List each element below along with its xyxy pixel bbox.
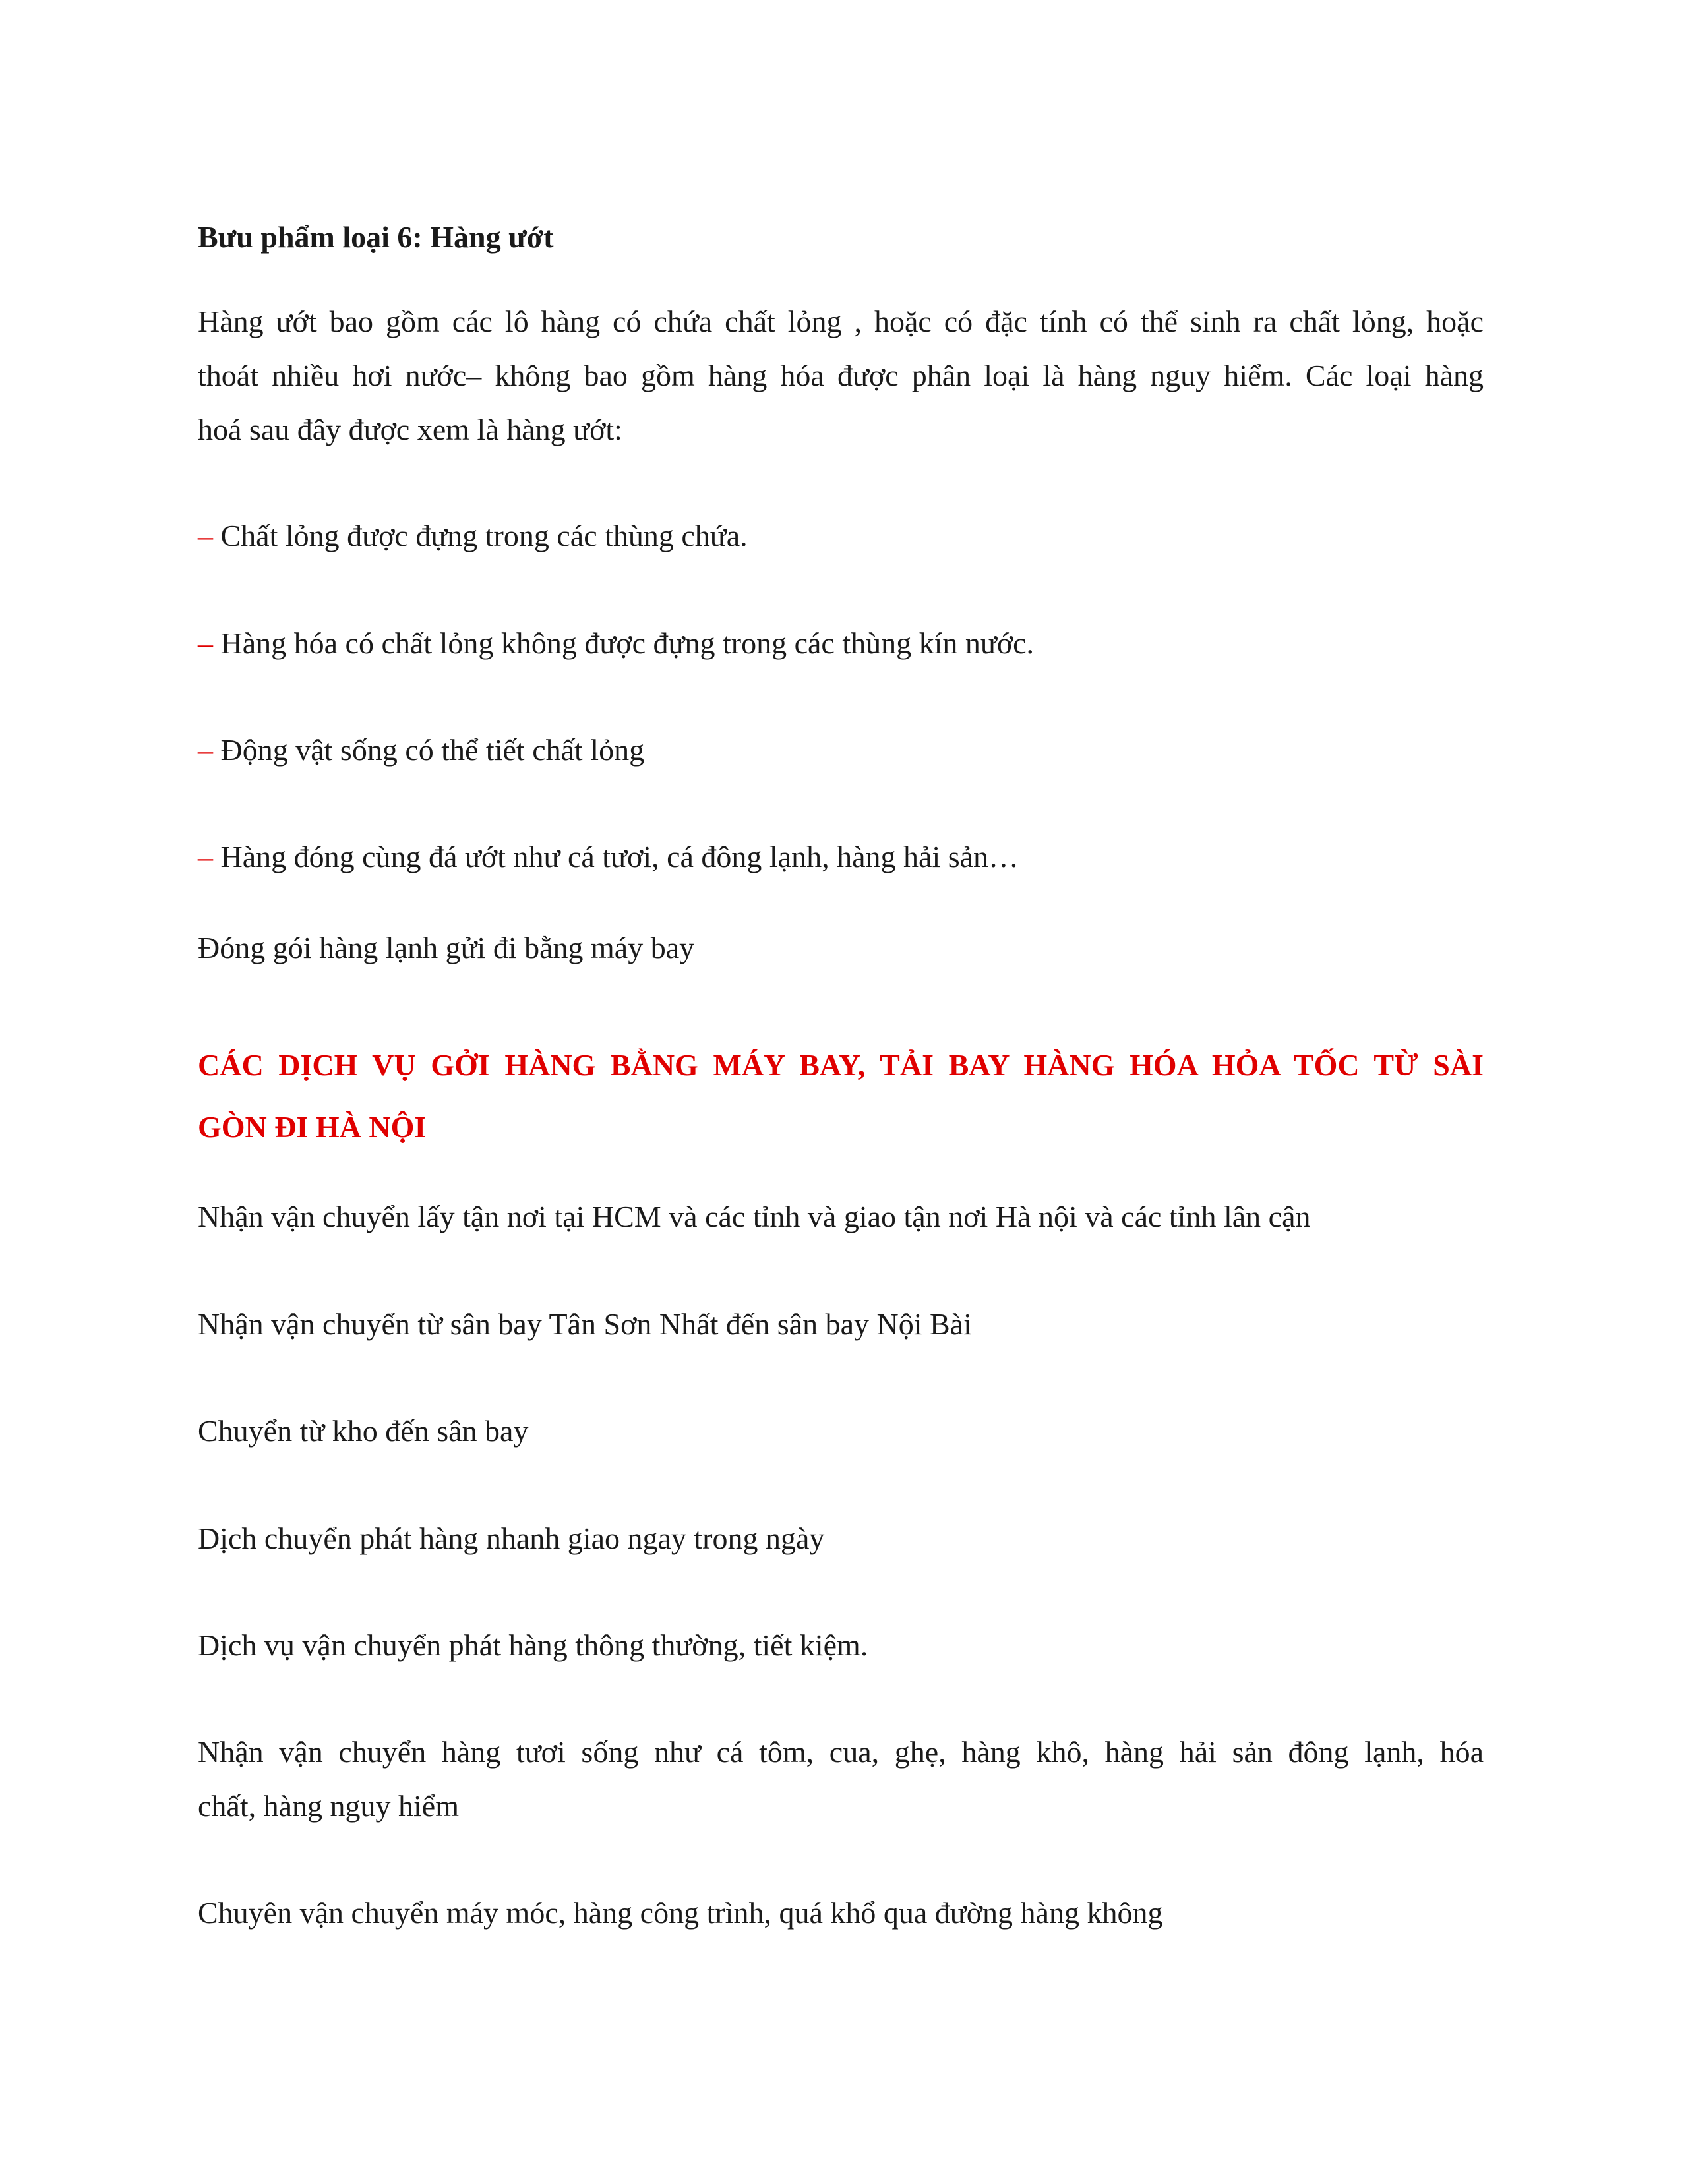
bullet-text: Hàng hóa có chất lỏng không được đựng trong các thùng kín nước. (220, 626, 1035, 660)
services-heading-line-1: CÁC DỊCH VỤ GỞI HÀNG BẰNG MÁY BAY, TẢI BAY HÀNG HÓA HỎA TỐC TỪ SÀI (198, 1048, 1484, 1082)
service-item: Chuyên vận chuyển máy móc, hàng công trình, quá khổ qua đường hàng không (198, 1896, 1163, 1930)
service-item: Dịch chuyển phát hàng nhanh giao ngay trong ngày (198, 1521, 825, 1555)
bullet-item (198, 839, 1019, 875)
service-item: Nhận vận chuyển lấy tận nơi tại HCM và các tỉnh và giao tận nơi Hà nội và các tỉnh lân cận (198, 1200, 1311, 1233)
bullet-dash: – (198, 626, 213, 660)
packing-note: Đóng gói hàng lạnh gửi đi bằng máy bay (198, 931, 695, 964)
service-item-line-1: Nhận vận chuyển hàng tươi sống như cá tôm, cua, ghẹ, hàng khô, hàng hải sản đông lạnh, hóa (198, 1735, 1484, 1769)
intro-line-3: hoá sau đây được xem là hàng ướt: (198, 413, 622, 446)
section-title: Bưu phẩm loại 6: Hàng ướt (198, 220, 554, 254)
service-item: Chuyển từ kho đến sân bay (198, 1414, 529, 1448)
bullet-item (198, 625, 1034, 662)
intro-line-2: thoát nhiều hơi nước– không bao gồm hàng hóa được phân loại là hàng nguy hiểm. Các loại hàng (198, 359, 1484, 392)
bullet-text: Chất lỏng được đựng trong các thùng chứa. (220, 519, 748, 552)
intro-line-1: Hàng ướt bao gồm các lô hàng có chứa chất lỏng , hoặc có đặc tính có thể sinh ra chất lỏng, hoặc (198, 305, 1484, 338)
bullet-dash: – (198, 840, 213, 873)
services-heading-line-2: GÒN ĐI HÀ NỘI (198, 1110, 427, 1144)
service-item: Nhận vận chuyển từ sân bay Tân Sơn Nhất đến sân bay Nội Bài (198, 1307, 972, 1341)
service-item-line-2: chất, hàng nguy hiểm (198, 1789, 460, 1823)
bullet-item (198, 732, 644, 769)
bullet-text: Động vật sống có thể tiết chất lỏng (220, 733, 645, 767)
bullet-item (198, 517, 748, 554)
bullet-dash: – (198, 519, 213, 552)
bullet-dash: – (198, 733, 213, 767)
service-item: Dịch vụ vận chuyển phát hàng thông thường, tiết kiệm. (198, 1628, 868, 1662)
bullet-text: Hàng đóng cùng đá ướt như cá tươi, cá đông lạnh, hàng hải sản… (220, 840, 1019, 873)
